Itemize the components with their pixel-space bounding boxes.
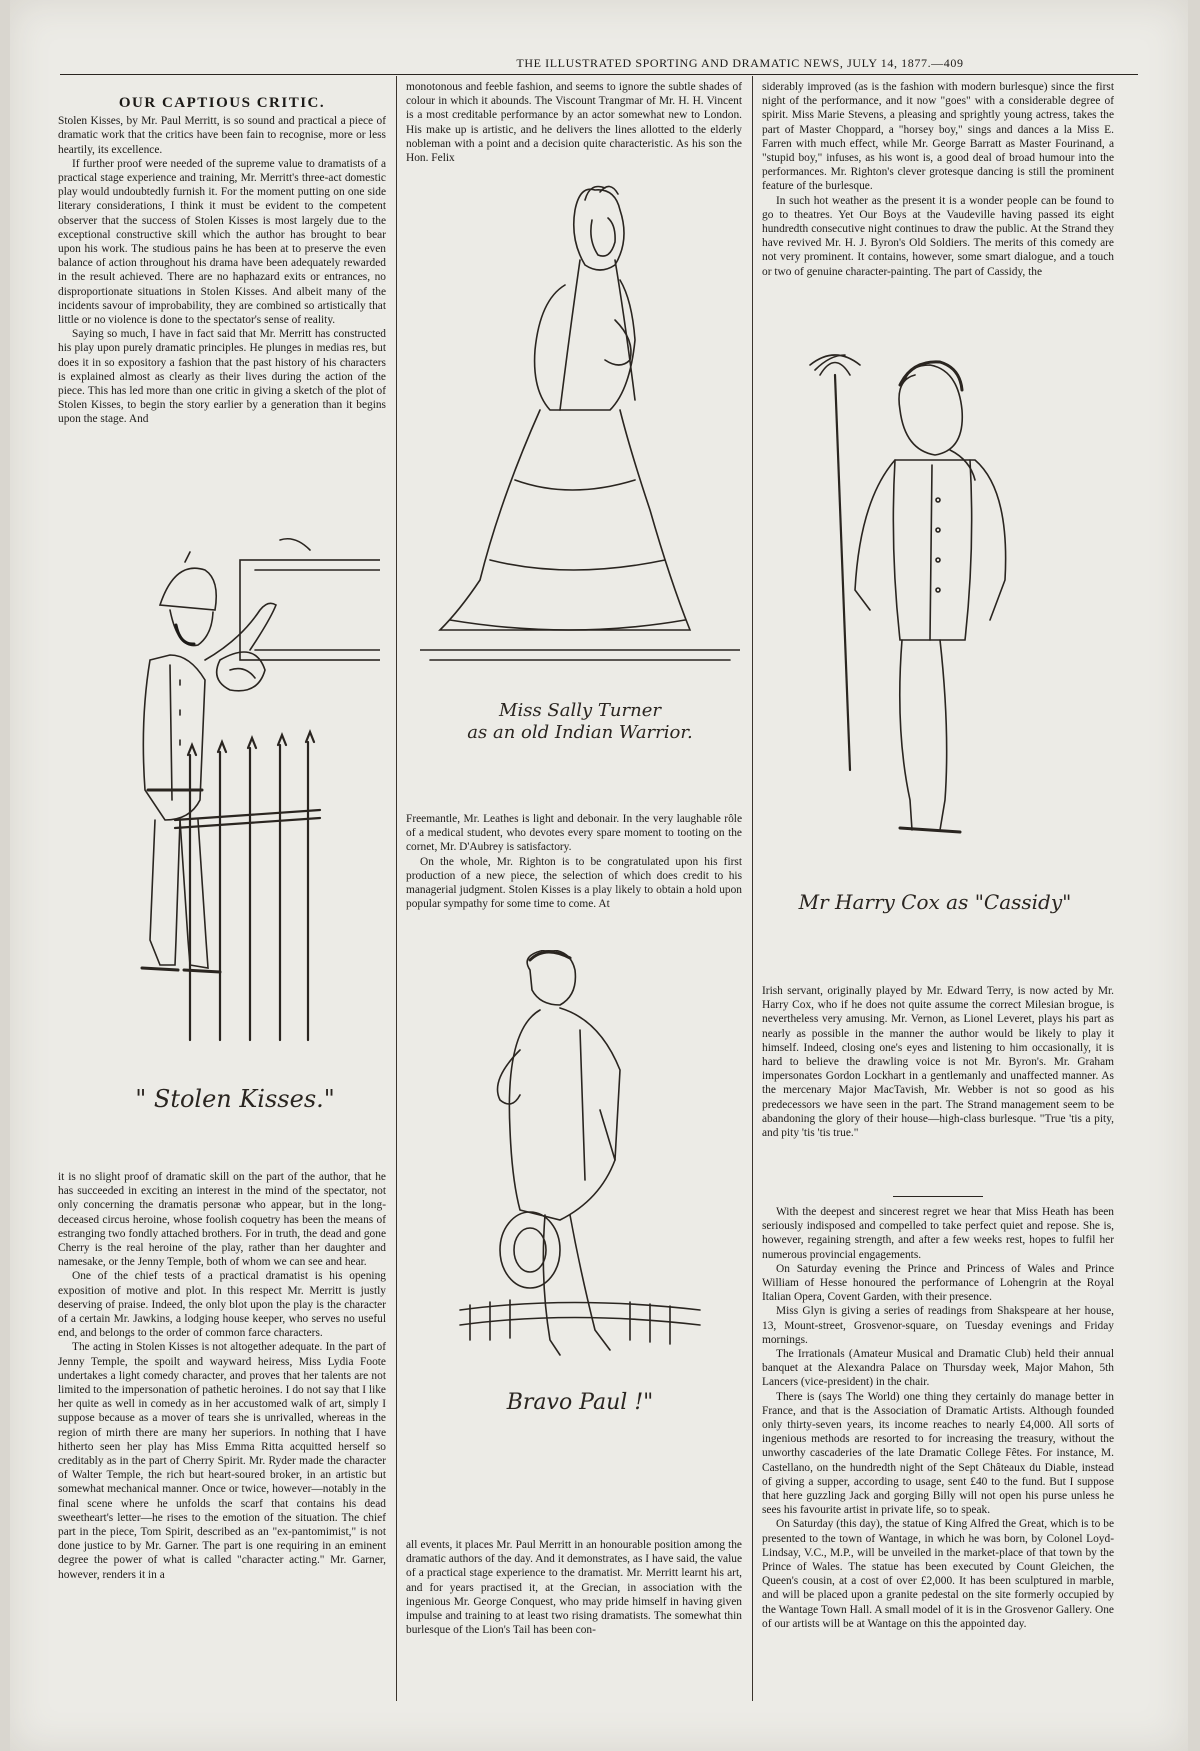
paragraph: monotonous and feeble fashion, and seems to ignore the subtle shades of colour in which it abounds. The Viscount Trangmar of Mr. H. H. Vincent is a most creditable performance by an actor somewhat new to London. His make up is artistic, and he delivers the lines allotted to the elderly nobleman with a point and a decision quite characteristic. As his son the Hon. Felix <box>406 81 742 165</box>
newspaper-page <box>10 0 1188 1751</box>
paragraph: Saying so much, I have in fact said that Mr. Merritt has constructed his play upon purely dramatic principles. He plunges in medias res, but does it in so expository a fashion that the past history of his characters is explained almost as clearly as their lives during the action of the piece. This has led more than one critic in giving a sketch of the plot of Stolen Kisses, to begin the story earlier by a generation than it begins upon the stage. And <box>58 328 386 426</box>
column-3-bottom-text <box>762 1190 1114 1700</box>
paragraph: With the deepest and sincerest regret we hear that Miss Heath has been seriously indisposed and compelled to take perfect quiet and repose. She is, however, regaining strength, and after a few weeks rest, hopes to fulfil her numerous provincial engagements. <box>762 1206 1114 1261</box>
paragraph: In such hot weather as the present it is a wonder people can be found to go to theatres. Yet Our Boys at the Vaudeville having passed its eight hundredth consecutive night continues to draw the public. At the Strand they have revived Mr. H. J. Byron's Old Soldiers. The merits of this comedy are not very prominent. It contains, however, some smart dialogue, and a touch or two of genuine character-painting. The part of Cassidy, the <box>762 194 1114 278</box>
policeman-sketch-icon <box>80 520 380 1080</box>
servant-with-duster-sketch-icon <box>800 350 1100 910</box>
paragraph: Stolen Kisses, by Mr. Paul Merritt, is so sound and practical a piece of dramatic work that the critics have been fain to recognise, more or less heartily, its excellence. <box>58 115 386 156</box>
paragraph: The acting in Stolen Kisses is not altogether adequate. In the part of Jenny Temple, the spoilt and wayward heiress, Miss Lydia Foote undertakes a light comedy character, and proves that her talents are not limited to the impersonation of pathetic heroines. I do not say that I like her quite as well in comedy as in her accustomed walk of art, simply I suppose because as a mover of tears she is unrivalled, whereas in the region of mirth there are many her superiors. In nothing that I have hitherto seen her play has Miss Emma Ritta acquitted herself so creditably as in the part of Cherry Spirit. Mr. Ryder made the character of Walter Temple, the rich but heart-soured broker, in an artistic but somewhat mechanical manner. Once or twice, however—notably in the final scene where he unfolds the scarf that contains his dead sweetheart's letter—he rises to the emotion of the situation. The chief part in the piece, Tom Spirit, described as an "ex-pantomimist," is not done justice to by Mr. Garner. The part is one requiring in an eminent degree the power of what is called "character acting." Mr. Garner, however, renders it in a <box>58 1341 386 1581</box>
caption-bravo-paul: Bravo Paul !" <box>506 1390 654 1415</box>
column-2-top-text <box>406 80 742 170</box>
column-2-middle-text <box>406 812 742 932</box>
running-head: THE ILLUSTRATED SPORTING AND DRAMATIC NEWS, JULY 14, 1877.—409 <box>516 56 964 70</box>
bowing-man-sketch-icon <box>450 950 730 1390</box>
caption-harry-cox: Mr Harry Cox as "Cassidy" <box>798 890 1072 914</box>
caption-sally-turner-line2: as an old Indian Warrior. <box>467 722 693 743</box>
paragraph: Irish servant, originally played by Mr. Edward Terry, is now acted by Mr. Harry Cox, who if he does not quite assume the correct Milesian brogue, is nevertheless very amusing. Mr. Vernon, as Lionel Leveret, plays his part as nearly as possible in the manner the author would be likely to play it himself. Indeed, closing one's eyes and listening to him occasionally, it is hard to believe the drawling voice is not Mr. Byron's. Mr. Graham impersonates Gordon Lockhart in a gentlemanly and unaffected manner. As the mercenary Major MacTavish, Mr. Webber is not so good as his predecessors we have seen in the part. The Strand management seem to be abandoning the glory of their house—high-class burlesque. "True 'tis a pity, and pity 'tis 'tis true." <box>762 985 1114 1140</box>
lady-sketch-icon <box>420 180 740 710</box>
paragraph: The Irrationals (Amateur Musical and Dramatic Club) held their annual banquet at the Alexandra Palace on Thursday week, Major Mahon, 5th Lancers (vice-president) in the chair. <box>762 1348 1114 1389</box>
header-rule <box>60 74 1138 75</box>
paragraph: siderably improved (as is the fashion with modern burlesque) since the first night of the performance, and it now "goes" with a considerable degree of spirit. Miss Marie Stevens, a pleasing and sprightly young actress, takes the part of Master Choppard, a "horsey boy," sings and dances a la Miss E. Farren with much effect, while Mr. George Barratt as Master Fourinand, a "stupid boy," infuses, as his wont is, a good deal of broad humour into the performances. Mr. Righton's clever grotesque dancing is still the prominent feature of the burlesque. <box>762 81 1114 193</box>
column-1-top-text <box>58 96 386 496</box>
column-2-bottom-text <box>406 1538 742 1698</box>
section-divider <box>893 1196 983 1197</box>
paragraph: it is no slight proof of dramatic skill on the part of the author, that he has succeeded in exciting an interest in the mind of the spectator, not only concerning the dramatis personæ who appear, but in the long-deceased circus heroine, whose foolish coquetry has been the means of estranging two fondly attached brothers. For in truth, the dead and gone Cherry is the real heroine of the play, rather than her daughter and namesake, or the Jenny Temple, both of whom we can see and hear. <box>58 1171 386 1269</box>
paragraph: all events, it places Mr. Paul Merritt in an honourable position among the dramatic authors of the day. And it demonstrates, as I have said, the value of a practical stage experience to the dramatist. Mr. Merritt learnt his art, and for years practised it, at the Grecian, in association with the ingenious Mr. George Conquest, who may pride himself in having given impulse and training to at least two rising dramatists. The somewhat thin burlesque of the Lion's Tail has been con- <box>406 1539 742 1637</box>
paragraph: Miss Glyn is giving a series of readings from Shakspeare at her house, 13, Mount-street, Grosvenor-square, on Tuesday evenings and Friday mornings. <box>762 1305 1114 1346</box>
caption-sally-turner-line1: Miss Sally Turner <box>499 700 661 721</box>
column-3-middle-text <box>762 984 1114 1179</box>
paragraph: Freemantle, Mr. Leathes is light and debonair. In the very laughable rôle of a medical student, who devotes every spare moment to tooting on the cornet, Mr. D'Aubrey is satisfactory. <box>406 813 742 854</box>
paragraph: On Saturday evening the Prince and Princess of Wales and Prince William of Hesse honoured the performance of Lohengrin at the Royal Italian Opera, Covent Garden, with their presence. <box>762 1262 1114 1304</box>
caption-stolen-kisses: " Stolen Kisses." <box>135 1085 335 1113</box>
paragraph: On Saturday (this day), the statue of King Alfred the Great, which is to be presented to the town of Wantage, in which he was born, by Colonel Loyd-Lindsay, V.C., M.P., will be unveiled in the market-place of that town by the Prince of Wales. The statue has been executed by Count Gleichen, the Queen's cousin, at a cost of over £2,000. It has been sculptured in marble, and will be placed upon a granite pedestal on the site formerly occupied by the Wantage Town Hall. A small model of it is in the Grosvenor Gallery. One of our artists will be at Wantage on this the appointed day. <box>762 1518 1114 1630</box>
paragraph: There is (says The World) one thing they certainly do manage better in France, and that is the Association of Dramatic Artists. Although founded only thirty-seven years, its income reaches to nearly £4,000. All sorts of ingenious methods are resorted to for increasing the treasury, without the unworthy cascaderies of the late Dramatic College Fêtes. For instance, M. Castellano, on the hundredth night of the Sept Châteaux du Diable, instead of giving a supper, according to usage, sent £40 to the fund. But I suppose that here guzzling Jack and gorging Billy will not open his purse unless he sees his favourite artist in private life, so to speak. <box>762 1390 1114 1517</box>
column-rule-1 <box>396 76 397 1701</box>
column-3-top-text <box>762 80 1114 305</box>
paragraph: One of the chief tests of a practical dramatist is his opening exposition of motive and plot. In this respect Mr. Merritt is justly deserving of praise. Indeed, the only blot upon the play is the character of a certain Mr. Jawkins, a lodging house keeper, who serves no useful end, and belongs to the order of common farce characters. <box>58 1270 386 1340</box>
column-1-bottom-text <box>58 1170 386 1690</box>
column-rule-2 <box>752 76 753 1701</box>
article-heading: OUR CAPTIOUS CRITIC. <box>118 96 326 111</box>
paragraph: On the whole, Mr. Righton is to be congratulated upon his first production of a new piece, the selection of which does credit to his managerial judgment. Stolen Kisses is a play likely to obtain a hold upon popular sympathy for some time to come. At <box>406 855 742 911</box>
paragraph: If further proof were needed of the supreme value to dramatists of a practical stage experience and training, Mr. Merritt's three-act domestic play would undoubtedly furnish it. For the moment putting on one side literary considerations, I think it must be evident to the competent observer that the success of Stolen Kisses is most largely due to the exceptional constructive skill which the author has brought to bear upon his work. The studious pains he has been at to preserve the even balance of action throughout his drama have been adequately rewarded in the result achieved. There are no haphazard exits or entrances, no disproportionate situations in Stolen Kisses. And albeit many of the incidents savour of improbability, they are combined so artistically that little or no violence is done to the spectator's sense of reality. <box>58 157 386 327</box>
